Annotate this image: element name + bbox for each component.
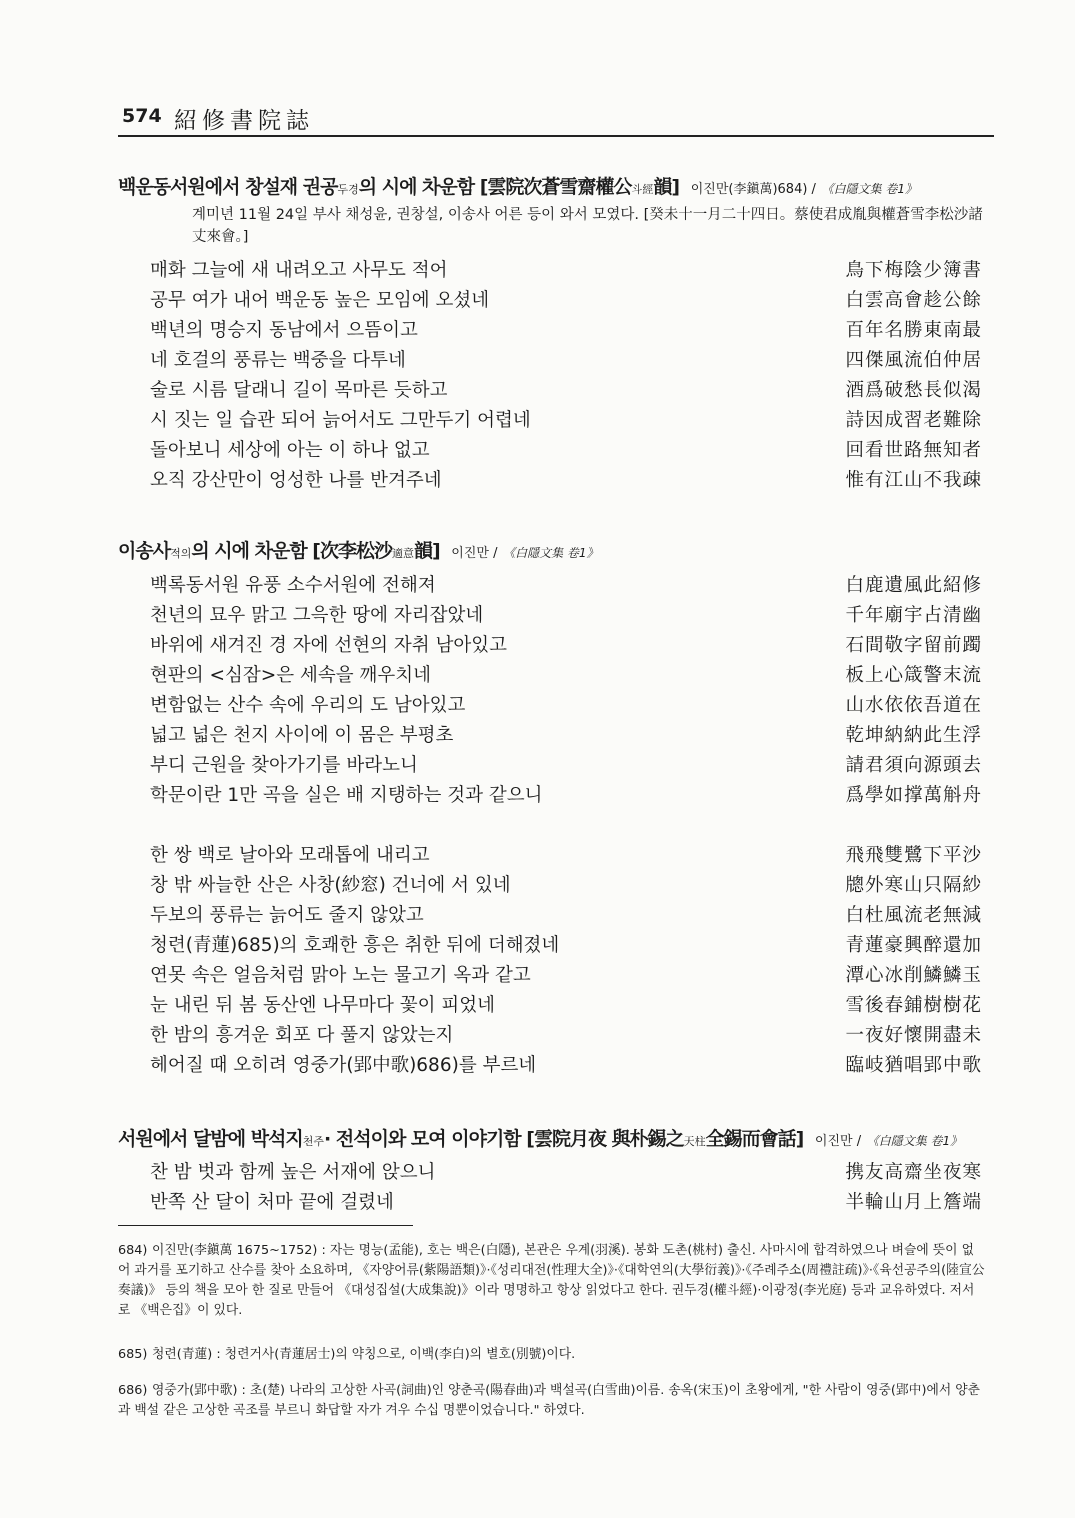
poem2-author: 이진만 /	[451, 546, 498, 561]
hanja-line: 雪後春鋪樹樹花	[845, 995, 982, 1016]
korean-line: 눈 내린 뒤 봄 동산엔 나무마다 꽃이 피었네	[150, 995, 495, 1016]
poem1-title-part: 의 시에 차운함 [雲院次蒼雪齋權公	[358, 176, 632, 198]
poem3-stanza	[150, 1158, 982, 1218]
korean-line: 백록동서원 유풍 소수서원에 전해져	[150, 575, 436, 596]
poem-line	[150, 406, 982, 436]
footnote-text: 청련(青蓮) : 청련거사(青蓮居士)의 약칭으로, 이백(李白)의 별호(別號)이다.	[152, 1347, 576, 1362]
page-number: 574	[122, 105, 162, 127]
hanja-line: 鳥下梅陰少簿書	[845, 260, 982, 281]
poem-line	[150, 1158, 982, 1188]
hanja-line: 惟有江山不我疎	[845, 470, 982, 491]
footnote-text: 영중가(郢中歌) : 초(楚) 나라의 고상한 사곡(詞曲)인 양춘곡(陽春曲)과 백설곡(白雪曲)이름. 송옥(宋玉)이 초왕에게, "한 사람이 영중(郢中)에서 양춘과 백설 같은 고상한 곡조를 부르니 화답할 자가 겨우 수십 명뿐이었습니다." 하였다.	[118, 1383, 980, 1418]
hanja-line: 牕外寒山只隔紗	[845, 875, 982, 896]
korean-line: 네 호걸의 풍류는 백중을 다투네	[150, 350, 406, 371]
korean-line: 넓고 넓은 천지 사이에 이 몸은 부평초	[150, 725, 454, 746]
poem-line	[150, 631, 982, 661]
poem-line	[150, 1188, 982, 1218]
korean-line: 반쪽 산 달이 처마 끝에 걸렸네	[150, 1192, 394, 1213]
korean-line: 헤어질 때 오히려 영중가(郢中歌)686)를 부르네	[150, 1055, 537, 1076]
poem2-stanza-2	[150, 841, 982, 1081]
korean-line: 공무 여가 내어 백운동 높은 모임에 오셨네	[150, 290, 490, 311]
poem-line	[150, 841, 982, 871]
korean-line: 술로 시름 달래니 길이 목마른 듯하고	[150, 380, 448, 401]
poem3-author: 이진만 /	[814, 1134, 862, 1149]
footnote-rule	[118, 1225, 413, 1226]
footnote-number: 686)	[118, 1383, 148, 1398]
hanja-line: 潭心冰削鱗鱗玉	[845, 965, 982, 986]
poem-line	[150, 346, 982, 376]
korean-line: 찬 밤 벗과 함께 높은 서재에 앉으니	[150, 1162, 436, 1183]
poem-line	[150, 991, 982, 1021]
korean-line: 돌아보니 세상에 아는 이 하나 없고	[150, 440, 430, 461]
poem3-title-small: 천주	[302, 1135, 325, 1148]
poem2-title-small: 適意	[391, 547, 414, 560]
poem2-title-small: 적의	[170, 547, 192, 560]
poem2-source: 《白隱文集 卷1》	[503, 546, 599, 560]
poem-line	[150, 256, 982, 286]
poem3-title-small: 天柱	[683, 1135, 706, 1148]
korean-line: 두보의 풍류는 늙어도 줄지 않았고	[150, 905, 424, 926]
page-header	[118, 100, 994, 136]
poem1-author: 이진만(李鎭萬)684) /	[690, 182, 816, 197]
poem-line	[150, 721, 982, 751]
footnote-number: 684)	[118, 1243, 148, 1258]
poem1-title-small: 斗經	[631, 183, 654, 196]
korean-line: 부디 근원을 찾아가기를 바라노니	[150, 755, 418, 776]
hanja-line: 酒爲破愁長似渴	[845, 380, 982, 401]
poem-line	[150, 751, 982, 781]
hanja-line: 詩因成習老難除	[845, 410, 982, 431]
poem3-title-part: 全錫而會話]	[705, 1128, 804, 1150]
footnote-number: 685)	[118, 1347, 148, 1362]
poem-line	[150, 466, 982, 496]
korean-line: 변함없는 산수 속에 우리의 도 남아있고	[150, 695, 466, 716]
poem-line	[150, 871, 982, 901]
hanja-line: 板上心箴警末流	[845, 665, 982, 686]
hanja-line: 一夜好懷開盡未	[845, 1025, 982, 1046]
hanja-line: 半輪山月上簷端	[845, 1192, 982, 1213]
poem-line	[150, 571, 982, 601]
hanja-line: 四傑風流伯仲居	[845, 350, 982, 371]
poem-line	[150, 316, 982, 346]
poem1-title-small: 두경	[337, 183, 359, 196]
poem2-stanza-1	[150, 571, 982, 811]
korean-line: 백년의 명승지 동남에서 으뜸이고	[150, 320, 418, 341]
poem2-title	[118, 536, 599, 563]
hanja-line: 臨岐猶唱郢中歌	[845, 1055, 982, 1076]
poem-line	[150, 1021, 982, 1051]
hanja-line: 千年廟宇占清幽	[845, 605, 982, 626]
korean-line: 학문이란 1만 곡을 실은 배 지탱하는 것과 같으니	[150, 785, 543, 806]
hanja-line: 青蓮豪興醉還加	[845, 935, 982, 956]
poem-line	[150, 601, 982, 631]
korean-line: 바위에 새겨진 경 자에 선현의 자취 남아있고	[150, 635, 507, 656]
korean-line: 시 짓는 일 습관 되어 늙어서도 그만두기 어렵네	[150, 410, 531, 431]
hanja-line: 百年名勝東南最	[845, 320, 982, 341]
poem-line	[150, 286, 982, 316]
poem-line	[150, 961, 982, 991]
korean-line: 오직 강산만이 엉성한 나를 반겨주네	[150, 470, 442, 491]
poem1-stanza	[150, 256, 982, 496]
poem-line	[150, 781, 982, 811]
hanja-line: 請君須向源頭去	[845, 755, 982, 776]
poem2-title-part: 韻]	[413, 540, 440, 562]
korean-line: 연못 속은 얼음처럼 맑아 노는 물고기 옥과 같고	[150, 965, 531, 986]
poem3-title-part: · 전석이와 모여 이야기함 [雲院月夜 與朴錫之	[324, 1128, 684, 1150]
poem-line	[150, 901, 982, 931]
hanja-line: 回看世路無知者	[845, 440, 982, 461]
footnote-685	[118, 1345, 986, 1365]
korean-line: 창 밖 싸늘한 산은 사창(紗窓) 건너에 서 있네	[150, 875, 511, 896]
korean-line: 매화 그늘에 새 내려오고 사무도 적어	[150, 260, 448, 281]
poem-line	[150, 376, 982, 406]
poem-line	[150, 1051, 982, 1081]
hanja-line: 乾坤納納此生浮	[845, 725, 982, 746]
poem2-title-part: 이송사	[118, 540, 171, 562]
korean-line: 청련(青蓮)685)의 호쾌한 흥은 취한 뒤에 더해졌네	[150, 935, 560, 956]
poem1-title-part: 백운동서원에서 창설재 권공	[118, 176, 338, 198]
header-rule	[118, 135, 994, 137]
korean-line: 한 밤의 흥겨운 회포 다 풀지 않았는지	[150, 1025, 454, 1046]
poem-line	[150, 931, 982, 961]
footnote-684	[118, 1241, 986, 1321]
poem3-source: 《白隱文集 卷1》	[866, 1134, 963, 1148]
hanja-line: 山水依依吾道在	[845, 695, 982, 716]
poem3-title	[118, 1124, 962, 1151]
korean-line: 한 쌍 백로 날아와 모래톱에 내리고	[150, 845, 430, 866]
poem3-title-part: 서원에서 달밤에 박석지	[118, 1128, 303, 1150]
poem-line	[150, 436, 982, 466]
hanja-line: 白鹿遺風此紹修	[845, 575, 982, 596]
poem1-title-part: 韻]	[653, 176, 680, 198]
footnote-text: 이진만(李鎭萬 1675~1752) : 자는 명능(孟能), 호는 백은(白隱), 본관은 우계(羽溪). 봉화 도촌(桃村) 출신. 사마시에 합격하였으나 벼슬에 뜻이 없어 과거를 포기하고 산수를 찾아 소요하며, 《자양어류(紫陽語類)》·《성리대전(性理大全)》·《대학연의(大學衍義)》·《주례주소(周禮註疏)》·《육선공주의(陸宣公奏議)》 등의 책을 모아 한 질로 만들어 《대성집설(大成集說)》이라 명명하고 항상 읽었다고 한다. 권두경(權斗經)·이광정(李光庭) 등과 교유하였다. 저서로 《백은집》이 있다.	[118, 1243, 985, 1318]
poem-line	[150, 661, 982, 691]
hanja-line: 石間敬字留前躅	[845, 635, 982, 656]
poem-line	[150, 691, 982, 721]
footnote-686	[118, 1381, 986, 1421]
book-title: 紹修書院誌	[174, 108, 314, 134]
hanja-line: 爲學如撑萬斛舟	[845, 785, 982, 806]
hanja-line: 白雲高會趁公餘	[845, 290, 982, 311]
poem1-source: 《白隱文集 卷1》	[821, 182, 918, 196]
poem1-note: 계미년 11월 24일 부사 채성윤, 권창설, 이송사 어른 등이 와서 모였다. [癸未十一月二十四日。蔡使君成胤與權蒼雪李松沙諸丈來會。]	[192, 207, 983, 245]
korean-line: 천년의 묘우 맑고 그윽한 땅에 자리잡았네	[150, 605, 484, 626]
hanja-line: 飛飛雙鷺下平沙	[845, 845, 982, 866]
hanja-line: 白杜風流老無減	[845, 905, 982, 926]
poem2-title-part: 의 시에 차운함 [次李松沙	[191, 540, 392, 562]
korean-line: 현판의 <심잠>은 세속을 깨우치네	[150, 665, 431, 686]
hanja-line: 携友高齋坐夜寒	[845, 1162, 982, 1183]
poem1-title	[118, 172, 917, 199]
